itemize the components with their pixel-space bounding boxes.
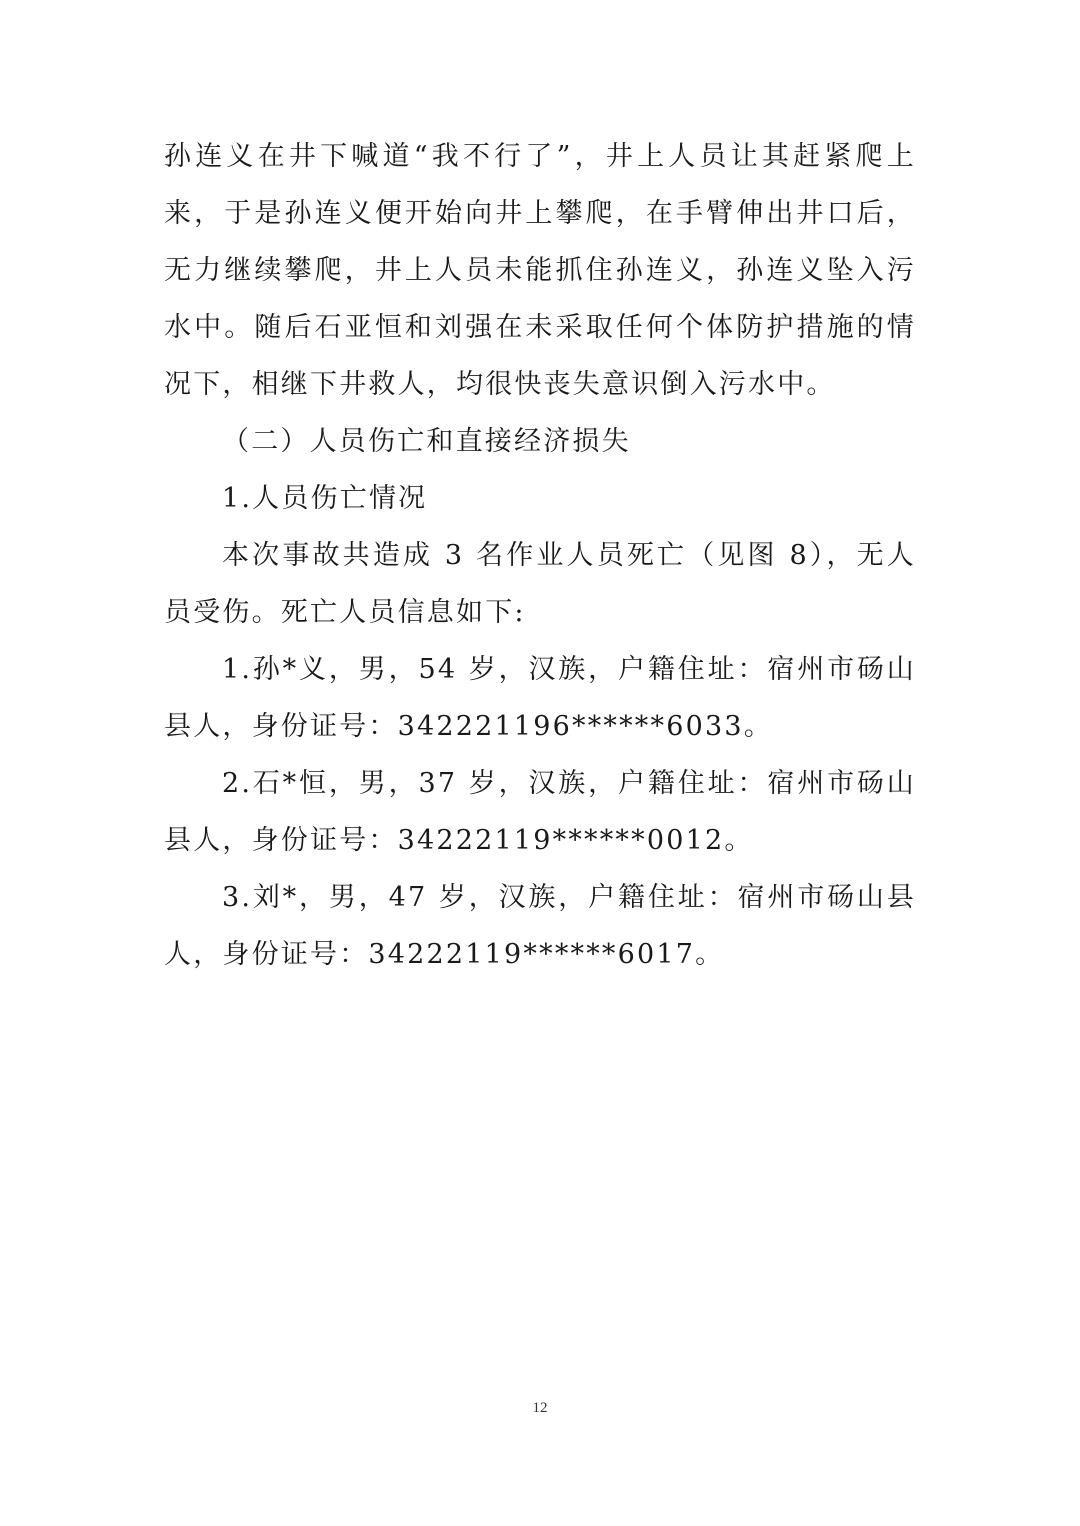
page-number: 12 (532, 1400, 548, 1416)
section-heading: （二）人员伤亡和直接经济损失 (222, 426, 631, 457)
casualty-summary: 本次事故共造成 3 名作业人员死亡（见图 8），无人员受伤。死亡人员信息如下: (164, 540, 916, 628)
body-paragraph: 孙连义在井下喊道“我不行了”，井上人员让其赶紧爬上来，于是孙连义便开始向井上攀爬，在手臂伸出井口后，无力继续攀爬，井上人员未能抓住孙连义，孙连义坠入污水中。随后石亚恒和刘强在未采取任何个体防护措施的情况下，相继下井救人，均很快丧失意识倒入污水中。 (164, 141, 916, 400)
document-body (164, 128, 916, 983)
victim-entry-1: 1.孙*义，男，54 岁，汉族，户籍住址：宿州市砀山县人，身份证号：342221196******6033。 (164, 654, 916, 742)
subsection-heading: 1.人员伤亡情况 (222, 483, 428, 514)
victim-entry-3: 3.刘*，男，47 岁，汉族，户籍住址：宿州市砀山县人，身份证号：34222119******6017。 (164, 882, 916, 970)
victim-entry-2: 2.石*恒，男，37 岁，汉族，户籍住址：宿州市砀山县人，身份证号：34222119******0012。 (164, 768, 916, 856)
